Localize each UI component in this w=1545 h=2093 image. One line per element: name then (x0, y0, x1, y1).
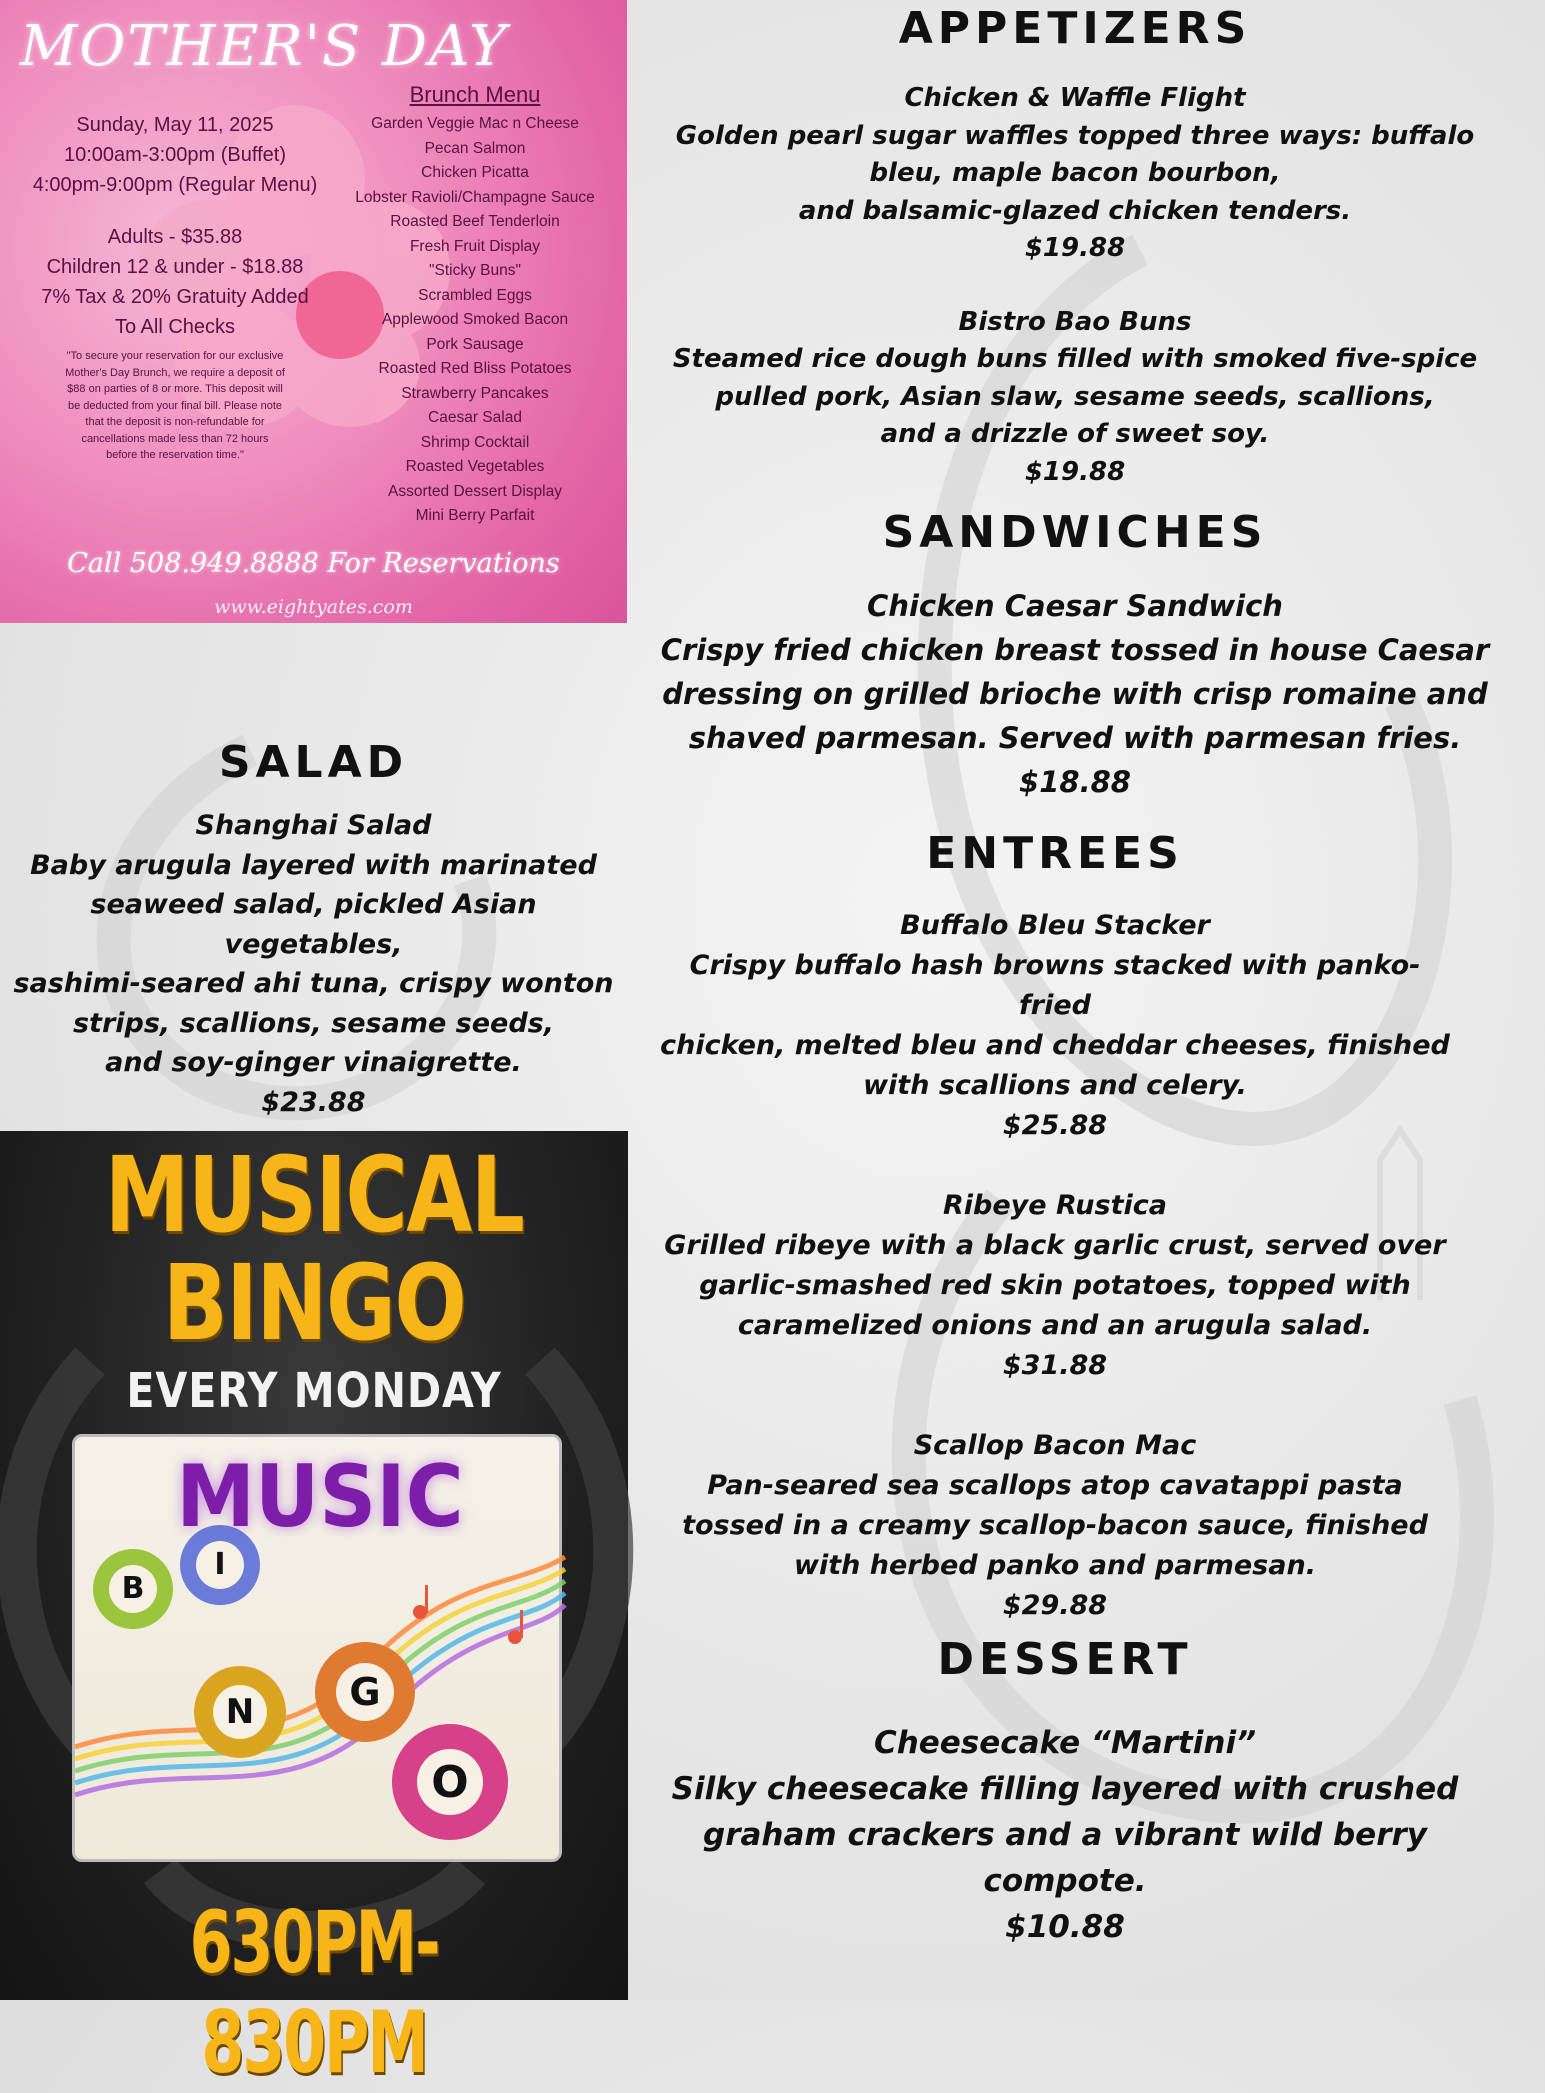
brunch-item: Fresh Fruit Display (409, 237, 541, 255)
brunch-item: Roasted Red Bliss Potatoes (378, 360, 572, 377)
dish-description: chicken, melted bleu and cheddar cheeses, finished (660, 1030, 1450, 1061)
dish-description: shaved parmesan. Served with parmesan fries. (688, 721, 1462, 755)
tax-note-2: To All Checks (114, 316, 236, 338)
dish-price: $31.88 (1002, 1350, 1108, 1381)
dish-description: and balsamic-glazed chicken tenders. (798, 195, 1352, 226)
brunch-item: Pork Sausage (426, 335, 524, 353)
menu-item (0, 806, 627, 1122)
brunch-item: Mini Berry Parfait (415, 507, 535, 524)
brunch-item: Pecan Salmon (424, 139, 526, 157)
dish-price: $29.88 (1002, 1590, 1108, 1621)
brunch-item-list (330, 112, 620, 529)
brunch-item: Chicken Picatta (421, 164, 529, 181)
section-title: APPETIZERS (898, 3, 1252, 54)
dish-name: Shanghai Salad (195, 810, 432, 841)
dish-description: Baby arugula layered with marinated (30, 849, 597, 881)
brunch-item: Scrambled Eggs (418, 286, 532, 304)
dish-price: $10.88 (1005, 1909, 1125, 1945)
dish-description: Grilled ribeye with a black garlic crust, served over (664, 1230, 1446, 1261)
dish-name: Chicken & Waffle Flight (904, 83, 1246, 113)
sandwiches-section (655, 502, 1495, 804)
children-price: Children 12 & under - $18.88 (46, 256, 304, 278)
regular-hours: 4:00pm-9:00pm (Regular Menu) (32, 174, 318, 196)
dish-description: with scallions and celery. (863, 1070, 1247, 1101)
bingo-title-line2: BINGO (162, 1242, 466, 1364)
bingo-ball-letter: N (225, 1692, 255, 1732)
menu-item (655, 584, 1495, 804)
dish-description: seaweed salad, pickled Asian vegetables, (90, 889, 537, 960)
website-link: www.eightyates.com (214, 596, 413, 618)
section-title: SANDWICHES (882, 507, 1268, 558)
mothers-day-title: MOTHER'S DAY (20, 14, 509, 79)
dish-description: garlic-smashed red skin potatoes, topped with (699, 1270, 1411, 1301)
music-word: MUSIC (176, 1447, 464, 1547)
dish-description: Golden pearl sugar waffles topped three ways: buffalo (675, 120, 1475, 151)
brunch-item: Shrimp Cocktail (420, 433, 530, 451)
dish-price: $19.88 (1024, 233, 1126, 263)
dish-price: $23.88 (261, 1086, 366, 1118)
brunch-item: Applewood Smoked Bacon (381, 311, 569, 328)
bingo-ball-letter: G (349, 1670, 381, 1714)
bingo-card-image (72, 1434, 562, 1862)
tax-note: 7% Tax & 20% Gratuity Added (41, 286, 309, 308)
menu-item (635, 1720, 1495, 1950)
bingo-ball-letter: B (121, 1571, 145, 1606)
reservation-phone: Call 508.949.8888 For Reservations (67, 548, 560, 579)
dish-description: tossed in a creamy scallop-bacon sauce, finished (682, 1510, 1428, 1541)
brunch-item: Assorted Dessert Display (387, 482, 562, 500)
event-date: Sunday, May 11, 2025 (76, 114, 274, 136)
dish-name: Chicken Caesar Sandwich (867, 589, 1283, 623)
buffet-hours: 10:00am-3:00pm (Buffet) (64, 144, 286, 166)
brunch-item: Roasted Beef Tenderloin (390, 213, 560, 230)
section-title: ENTREES (926, 828, 1184, 879)
section-title: SALAD (218, 737, 409, 788)
brunch-menu (330, 82, 620, 529)
deposit-note: "To secure your reservation for our exclusive Mother's Day Brunch, we require a deposit of $88 on parties of 8 or more. This deposit will be deducted from your final bill. Please note that the deposit is non-refundable for cancellations made less than 72 hours before the reservation time." (65, 350, 285, 461)
menu-item (655, 1186, 1455, 1386)
salad-section (0, 732, 627, 1122)
brunch-item: Lobster Ravioli/Champagne Sauce (355, 188, 595, 206)
dish-description: and a drizzle of sweet soy. (880, 419, 1270, 449)
dish-description: graham crackers and a vibrant wild berry compote. (703, 1817, 1427, 1899)
musical-bingo-flyer (0, 1131, 628, 2093)
dish-description: dressing on grilled brioche with crisp romaine and (662, 677, 1488, 711)
dish-description: bleu, maple bacon bourbon, (869, 158, 1281, 188)
menu-item (655, 1426, 1455, 1626)
dish-description: Pan-seared sea scallops atop cavatappi pasta (707, 1470, 1403, 1501)
bingo-time: 630PM-830PM (189, 1893, 439, 2093)
appetizers-section (655, 0, 1495, 491)
menu-item (655, 80, 1495, 268)
section-title: DESSERT (937, 1634, 1193, 1685)
dish-description: Silky cheesecake filling layered with crushed (671, 1771, 1459, 1807)
bingo-ball-letter: I (214, 1547, 226, 1582)
dish-description: with herbed panko and parmesan. (794, 1550, 1316, 1581)
bingo-subtitle: EVERY MONDAY (126, 1363, 502, 1419)
mothers-day-flyer (0, 0, 627, 623)
dish-description: caramelized onions and an arugula salad. (737, 1310, 1373, 1341)
dish-price: $18.88 (1019, 765, 1131, 799)
dish-name: Cheesecake “Martini” (873, 1725, 1257, 1761)
dish-name: Bistro Bao Buns (958, 306, 1192, 337)
dish-description: pulled pork, Asian slaw, sesame seeds, scallions, (715, 381, 1435, 412)
dish-description: sashimi-seared ahi tuna, crispy wonton (13, 968, 614, 999)
dish-name: Scallop Bacon Mac (913, 1430, 1197, 1461)
menu-item (655, 304, 1495, 492)
brunch-item: Roasted Vegetables (405, 458, 545, 475)
brunch-heading: Brunch Menu (409, 82, 541, 107)
dish-description: Crispy fried chicken breast tossed in house Caesar (660, 633, 1490, 667)
dish-description: strips, scallions, sesame seeds, (72, 1007, 555, 1039)
brunch-item: Garden Veggie Mac n Cheese (371, 115, 579, 132)
dish-price: $25.88 (1002, 1110, 1108, 1141)
dish-name: Buffalo Bleu Stacker (900, 910, 1210, 941)
dish-name: Ribeye Rustica (943, 1190, 1167, 1221)
entrees-section (655, 824, 1455, 1626)
bingo-ball-letter: O (431, 1757, 469, 1808)
dish-price: $19.88 (1024, 456, 1126, 487)
menu-item (655, 906, 1455, 1146)
dessert-section (635, 1630, 1495, 1950)
brunch-item: Caesar Salad (428, 409, 522, 426)
adults-price: Adults - $35.88 (107, 226, 243, 248)
brunch-item: "Sticky Buns" (429, 262, 521, 279)
dish-description: Steamed rice dough buns filled with smoked five-spice (672, 344, 1478, 374)
dish-description: and soy-ginger vinaigrette. (105, 1047, 522, 1078)
brunch-item: Strawberry Pancakes (401, 384, 549, 402)
event-details (10, 110, 340, 464)
dish-description: Crispy buffalo hash browns stacked with panko-fried (689, 950, 1421, 1021)
bingo-title-line1: MUSICAL (104, 1134, 524, 1256)
